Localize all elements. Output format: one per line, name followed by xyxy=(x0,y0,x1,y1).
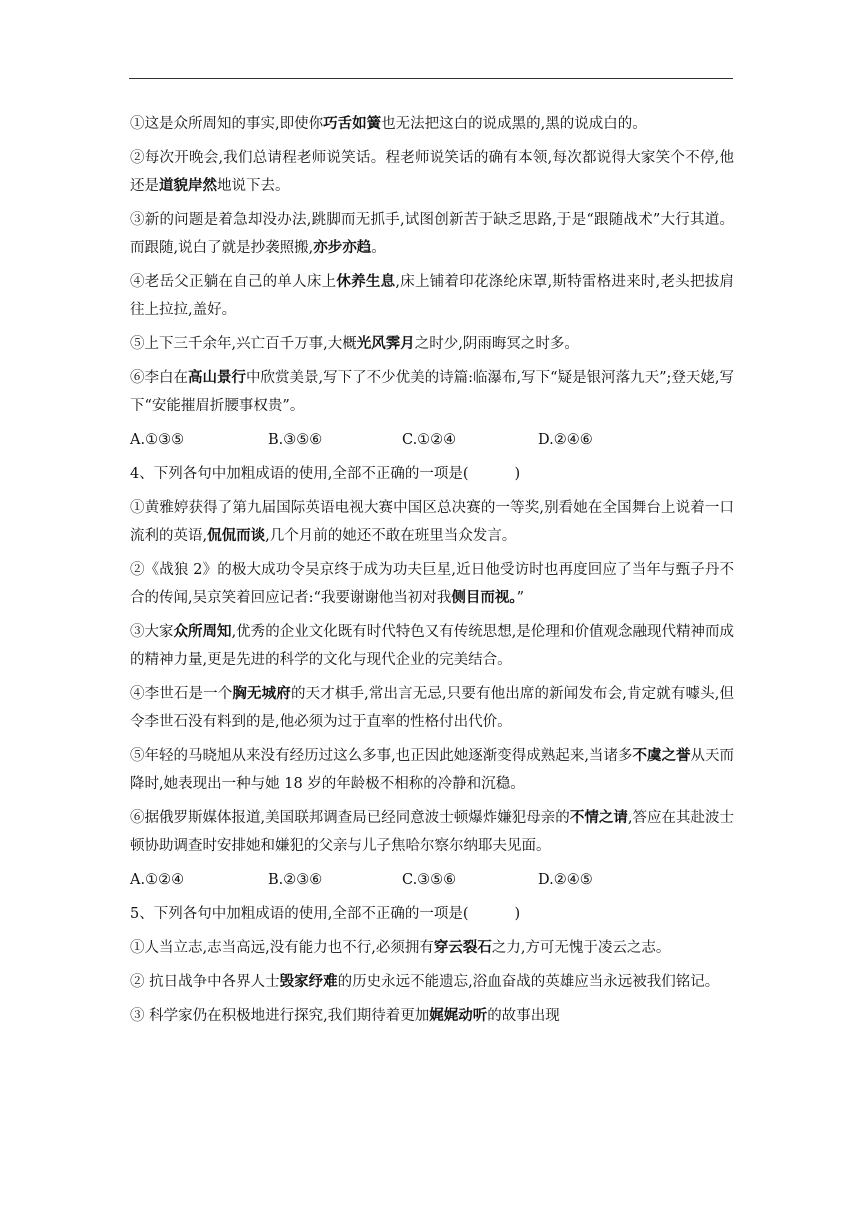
q4-item-3 xyxy=(130,618,734,674)
q3-item-2-text-end: 地说下去。 xyxy=(217,178,290,194)
q4-choices xyxy=(130,866,734,894)
q4-choice-c[interactable]: C.③⑤⑥ xyxy=(402,872,457,888)
q3-item-3-text-end: 。 xyxy=(371,240,386,256)
q4-item-2-text-end: ” xyxy=(516,590,525,606)
q3-item-5-idiom: 光风霁月 xyxy=(356,335,415,352)
q4-item-1-text: ①黄雅婷获得了第九届国际英语电视大赛中国区总决赛的一等奖,别看她在全国舞台上说着一口流利的英语, xyxy=(130,500,734,544)
q4-item-4-text-end: 的天才棋手,常出言无忌,只要有他出席的新闻发布会,肯定就有噱头,但令李世石没有料到的是,他必须为过于直率的性格付出代价。 xyxy=(130,686,735,730)
q5-item-1-idiom: 穿云裂石 xyxy=(433,939,492,956)
q4-item-6 xyxy=(130,804,734,860)
q3-item-1-idiom: 巧舌如簧 xyxy=(323,115,382,132)
q5-item-2-text: ② 抗日战争中各界人士 xyxy=(130,974,280,990)
q5-item-3-text: ③ 科学家仍在积极地进行探究,我们期待着更加 xyxy=(130,1008,430,1024)
q3-choice-b[interactable]: B.③⑤⑥ xyxy=(268,432,323,448)
q4-item-6-text: ⑥据俄罗斯媒体报道,美国联邦调查局已经同意波士顿爆炸嫌犯母亲的 xyxy=(130,810,570,826)
q3-item-3 xyxy=(130,206,734,262)
q5-item-2-text-end: 的历史永远不能遗忘,浴血奋战的英雄应当永远被我们铭记。 xyxy=(337,974,720,990)
q4-item-2-idiom: 侧目而视。 xyxy=(451,589,517,606)
q4-item-1-idiom: 侃侃而谈 xyxy=(207,527,266,544)
q3-item-3-text: ③新的问题是着急却没办法,跳脚而无抓手,试图创新苦于缺乏思路,于是“跟随战术”大行其道。而跟随,说白了就是抄袭照搬, xyxy=(130,212,734,256)
q3-item-4-idiom: 休养生息 xyxy=(336,273,396,290)
q3-item-4-text-end: ,床上铺着印花涤纶床罩,斯特雷格进来时,老头把拔肩往上拉拉,盖好。 xyxy=(130,274,734,318)
q4-stem xyxy=(130,460,734,488)
q4-item-5-text-end: 从天而降时,她表现出一种与她 18 岁的年龄极不相称的冷静和沉稳。 xyxy=(130,748,735,792)
q4-item-2-text: ②《战狼 2》的极大成功令吴京终于成为功夫巨星,近日他受访时也再度回应了当年与甄子丹不合的传闻,吴京笑着回应记者:“我要谢谢他当初对我 xyxy=(130,562,734,606)
q4-stem-text: 4、下列各句中加粗成语的使用,全部不正确的一项是( xyxy=(130,466,469,482)
q4-item-3-text: ③大家 xyxy=(130,624,174,640)
q4-item-3-text-end: ,优秀的企业文化既有时代特色又有传统思想,是伦理和价值观念融现代精神而成的精神力量,更是先进的科学的文化与现代企业的完美结合。 xyxy=(130,624,735,668)
q5-item-1-text-end: 之力,方可无愧于凌云之志。 xyxy=(491,940,671,956)
q3-choice-c[interactable]: C.①②④ xyxy=(402,432,457,448)
q3-choice-a[interactable]: A.①③⑤ xyxy=(130,432,185,448)
q3-item-5-text-end: 之时少,阴雨晦冥之时多。 xyxy=(414,336,579,352)
q4-item-4-text: ④李世石是一个 xyxy=(130,686,233,702)
q3-item-4 xyxy=(130,268,734,324)
q4-item-3-idiom: 众所周知 xyxy=(173,623,232,640)
q4-choice-d[interactable]: D.②④⑤ xyxy=(538,872,593,888)
q4-choice-a[interactable]: A.①②④ xyxy=(130,872,185,888)
q4-item-5 xyxy=(130,742,734,798)
q3-item-1-text: ①这是众所周知的事实,即使你 xyxy=(130,116,324,132)
q5-item-1 xyxy=(130,934,734,962)
q3-item-6-idiom: 高山景行 xyxy=(188,369,247,386)
q4-item-5-idiom: 不虞之誉 xyxy=(632,747,691,764)
q5-item-2-idiom: 毁家纾难 xyxy=(279,973,338,990)
q4-item-4-idiom: 胸无城府 xyxy=(232,685,291,702)
q4-stem-close: ) xyxy=(514,466,521,482)
q3-item-6-text-end: 中欣赏美景,写下了不少优美的诗篇:临瀑布,写下“疑是银河落九天”;登天姥,写下“安能摧眉折腰事权贵”。 xyxy=(130,370,735,414)
q5-item-3-idiom: 娓娓动听 xyxy=(429,1007,488,1024)
q3-item-2-text: ②每次开晚会,我们总请程老师说笑话。程老师说笑话的确有本领,每次都说得大家笑个不停,他还是 xyxy=(130,150,734,194)
q3-item-6 xyxy=(130,364,734,420)
q3-item-6-text: ⑥李白在 xyxy=(130,370,189,386)
q3-item-5 xyxy=(130,330,734,358)
q4-item-4 xyxy=(130,680,734,736)
q4-item-2 xyxy=(130,556,734,612)
q4-item-1 xyxy=(130,494,734,550)
q4-item-1-text-end: ,几个月前的她还不敢在班里当众发言。 xyxy=(265,528,517,544)
q5-item-3-text-end: 的故事出现 xyxy=(487,1008,560,1024)
q5-stem xyxy=(130,900,734,928)
q5-item-3 xyxy=(130,1002,734,1030)
q5-item-2 xyxy=(130,968,734,996)
q3-item-3-idiom: 亦步亦趋 xyxy=(313,239,372,256)
q4-item-6-text-end: ,答应在其赴波士顿协助调查时安排她和嫌犯的父亲与儿子焦哈尔察尔纳耶夫见面。 xyxy=(130,810,735,854)
q3-item-1-text-end: 也无法把这白的说成黑的,黑的说成白的。 xyxy=(381,116,647,132)
q3-item-2 xyxy=(130,144,734,200)
document-body xyxy=(130,110,734,1036)
q3-item-1 xyxy=(130,110,734,138)
q4-choice-b[interactable]: B.②③⑥ xyxy=(268,872,323,888)
q3-item-2-idiom: 道貌岸然 xyxy=(159,177,217,194)
header-rule xyxy=(129,78,733,79)
q5-stem-close: ) xyxy=(514,906,521,922)
q5-item-1-text: ①人当立志,志当高远,没有能力也不行,必须拥有 xyxy=(130,940,434,956)
q3-item-4-text: ④老岳父正躺在自己的单人床上 xyxy=(130,274,337,290)
q4-item-5-text: ⑤年轻的马晓旭从来没有经历过这么多事,也正因此她逐渐变得成熟起来,当诸多 xyxy=(130,748,633,764)
q5-stem-text: 5、下列各句中加粗成语的使用,全部不正确的一项是( xyxy=(130,906,469,922)
q3-item-5-text: ⑤上下三千余年,兴亡百千万事,大概 xyxy=(130,336,357,352)
q3-choices xyxy=(130,426,734,454)
q4-item-6-idiom: 不情之请 xyxy=(569,809,628,826)
q3-choice-d[interactable]: D.②④⑥ xyxy=(538,432,593,448)
